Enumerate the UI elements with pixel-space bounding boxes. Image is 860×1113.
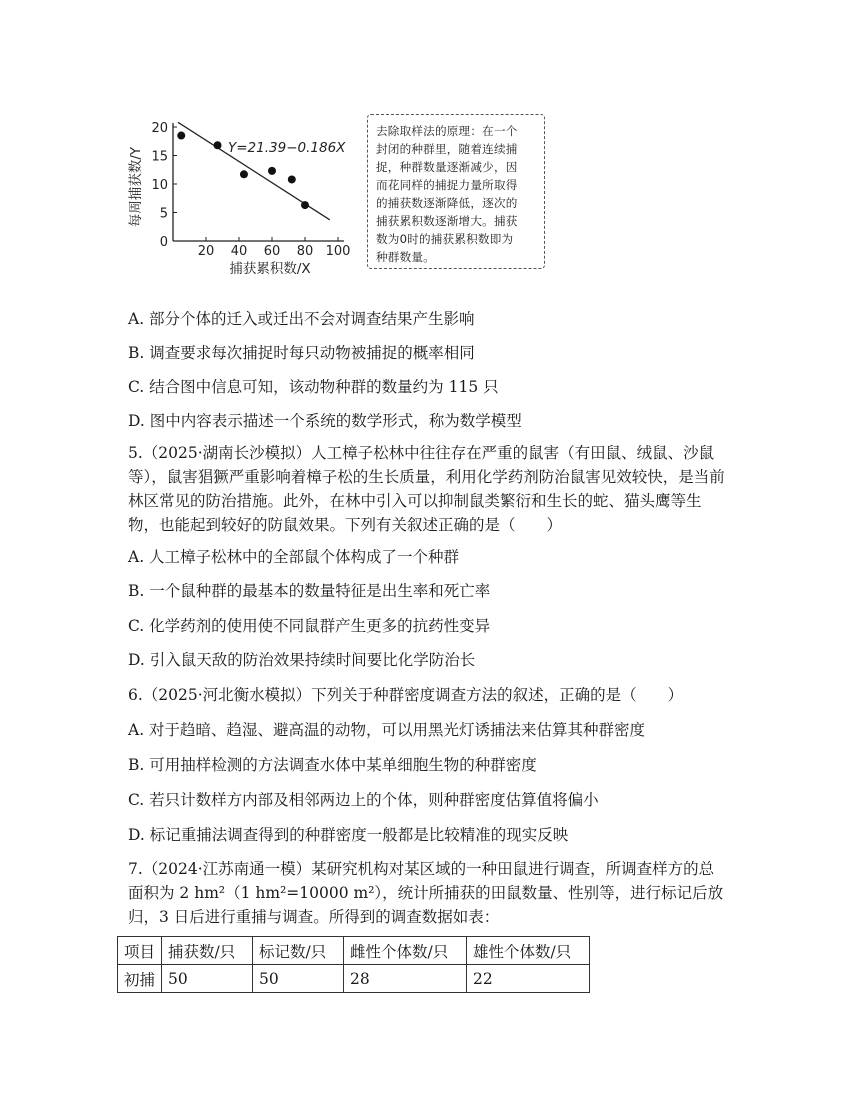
table-header-cell: 标记数/只 [253, 937, 344, 965]
table-cell: 50 [162, 965, 253, 993]
q6-option-c: C. 若只计数样方内部及相邻两边上的个体，则种群密度估算值将偏小 [128, 791, 599, 809]
table-header-cell: 项目 [118, 937, 162, 965]
note-line: 而花同样的捕捉力量所取得 [376, 178, 518, 192]
figure [125, 112, 555, 277]
table-cell: 初捕 [118, 965, 162, 993]
x-tick-label: 60 [263, 244, 281, 259]
regression-equation: Y=21.39−0.186X [228, 140, 346, 156]
table-header-cell: 捕获数/只 [162, 937, 253, 965]
y-tick-label: 5 [159, 206, 168, 222]
table-row [118, 965, 590, 993]
y-tick-label: 20 [151, 121, 168, 136]
note-line: 捉，种群数量逐渐减少，因 [376, 160, 518, 174]
x-tick-label: 100 [325, 244, 351, 259]
scatter-chart [125, 112, 355, 277]
table-cell: 22 [467, 965, 590, 993]
table-header-cell: 雌性个体数/只 [344, 937, 467, 965]
x-axis-label: 捕获累积数/X [229, 261, 311, 277]
q5-option-b: B. 一个鼠种群的最基本的数量特征是出生率和死亡率 [128, 582, 491, 600]
q4-option-b: B. 调查要求每次捕捉时每只动物被捕捉的概率相同 [128, 344, 475, 362]
y-tick-label: 15 [151, 149, 168, 165]
method-note-box [367, 114, 545, 269]
q5-option-a: A. 人工樟子松林中的全部鼠个体构成了一个种群 [128, 548, 460, 566]
x-tick-label: 40 [230, 244, 248, 259]
q6-option-d: D. 标记重捕法调查得到的种群密度一般都是比较精准的现实反映 [128, 826, 569, 844]
table-header-row [118, 937, 590, 965]
data-point [288, 175, 296, 183]
table-header-cell: 雄性个体数/只 [467, 937, 590, 965]
x-tick-label: 20 [197, 244, 215, 259]
q5-option-d: D. 引入鼠天敌的防治效果持续时间要比化学防治长 [128, 651, 476, 669]
note-line: 的捕获数逐渐降低，逐次的 [376, 196, 518, 210]
q4-option-d: D. 图中内容表示描述一个系统的数学形式，称为数学模型 [128, 412, 522, 430]
table-cell: 50 [253, 965, 344, 993]
x-tick-label: 80 [296, 244, 314, 259]
q5-stem: 5.（2025·湖南长沙模拟）人工樟子松林中往往存在严重的鼠害（有田鼠、绒鼠、沙鼠等），鼠害猖獗严重影响着樟子松的生长质量，利用化学药剂防治鼠害见效较快，是当前林区常见的防治措施。此外，在林中引入可以抑制鼠类繁衍和生长的蛇、猫头鹰等生物，也能起到较好的防鼠效果。下列有关叙述正确的是（ ） [128, 444, 725, 534]
note-line: 去除取样法的原理：在一个 [376, 124, 518, 138]
q4-option-c: C. 结合图中信息可知，该动物种群的数量约为 115 只 [128, 378, 499, 396]
note-line: 封闭的种群里，随着连续捕 [376, 142, 518, 156]
q4-option-a: A. 部分个体的迁入或迁出不会对调查结果产生影响 [128, 310, 475, 328]
q5-option-c: C. 化学药剂的使用使不同鼠群产生更多的抗药性变异 [128, 617, 491, 635]
data-point [301, 201, 309, 209]
q6-option-a: A. 对于趋暗、趋湿、避高温的动物，可以用黑光灯诱捕法来估算其种群密度 [128, 721, 646, 739]
y-axis-label: 每周捕获数/Y [128, 146, 144, 228]
chart-marks [177, 122, 330, 220]
q6-option-b: B. 可用抽样检测的方法调查水体中某单细胞生物的种群密度 [128, 756, 537, 774]
q7-stem: 7.（2024·江苏南通一模）某研究机构对某区域的一种田鼠进行调查，所调查样方的总面积为 2 hm²（1 hm²=10000 m²），统计所捕获的田鼠数量、性别等，进行标记后放归，3 日后进行重捕与调查。所得到的调查数据如表： [128, 860, 724, 926]
survey-data-table [117, 936, 590, 993]
y-tick-label: 10 [151, 178, 168, 193]
note-line: 数为0时的捕获累积数即为 [376, 232, 514, 246]
data-point [268, 167, 276, 175]
y-tick-label: 0 [159, 235, 168, 250]
data-point [177, 132, 185, 140]
q6-stem: 6.（2025·河北衡水模拟）下列关于种群密度调查方法的叙述，正确的是（ ） [128, 686, 684, 704]
table-cell: 28 [344, 965, 467, 993]
note-line: 捕获累积数逐渐增大。捕获 [376, 214, 518, 228]
data-point [240, 170, 248, 178]
data-point [214, 141, 222, 149]
note-line: 种群数量。 [376, 250, 435, 264]
